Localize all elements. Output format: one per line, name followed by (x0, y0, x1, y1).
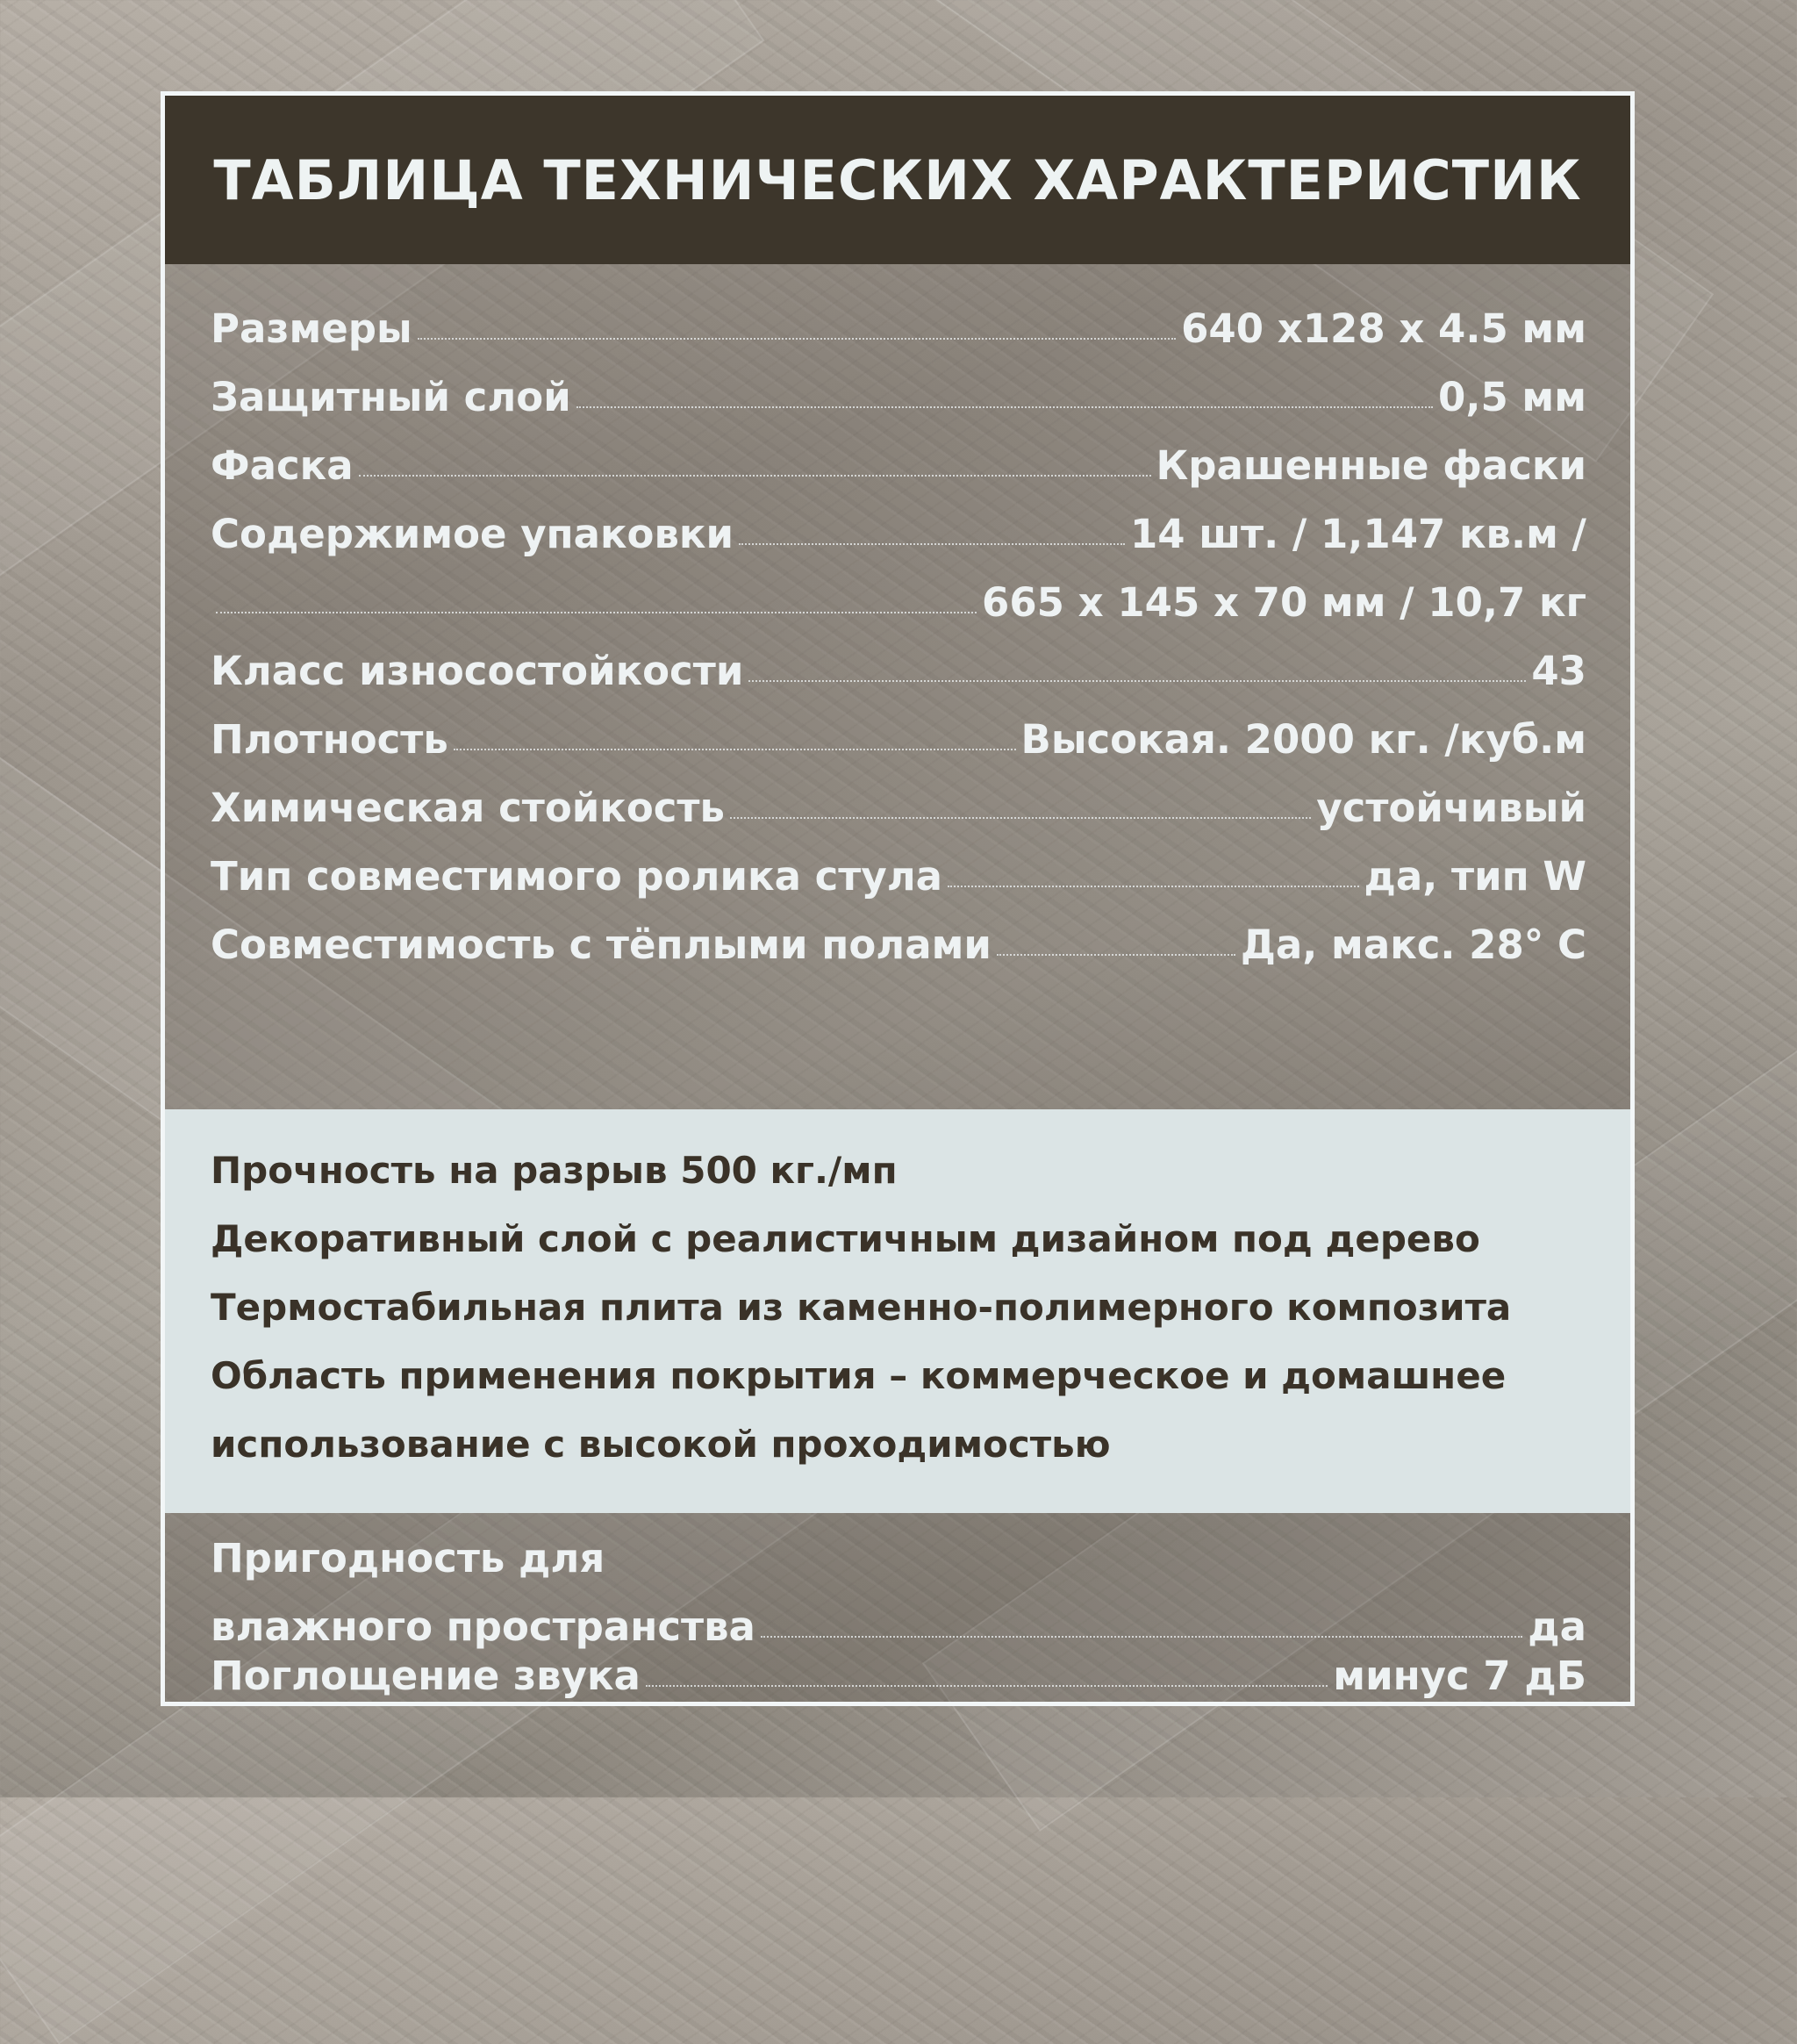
feature-line: Область применения покрытия – коммерческое и домашнее (211, 1354, 1507, 1397)
spec-row (211, 420, 1586, 489)
feature-line: Декоративный слой с реалистичным дизайном под дерево (211, 1217, 1480, 1260)
spec-row (211, 763, 1586, 831)
spec-value: Высокая. 2000 кг. /куб.м (1020, 716, 1586, 763)
spec-row (211, 1513, 1586, 1581)
feature-line: Прочность на разрыв 500 кг./мп (211, 1149, 898, 1192)
spec-label: влажного пространства (211, 1603, 755, 1650)
spec-row (211, 489, 1586, 557)
spec-row (211, 831, 1586, 900)
spec-label: Поглощение звука (211, 1653, 641, 1699)
spec-table (165, 264, 1630, 1109)
spec-row (211, 352, 1586, 420)
dot-leader (948, 886, 1358, 887)
page-title: ТАБЛИЦА ТЕХНИЧЕСКИХ ХАРАКТЕРИСТИК (165, 96, 1630, 264)
extra-specs (165, 1513, 1630, 1702)
spec-value: Да, макс. 28° С (1240, 922, 1586, 968)
dot-leader (454, 749, 1016, 750)
spec-row (211, 1650, 1586, 1699)
feature-line: Термостабильная плита из каменно-полимерного композита (211, 1286, 1512, 1329)
spec-row (211, 626, 1586, 694)
spec-value: минус 7 дБ (1333, 1653, 1586, 1699)
spec-value: 43 (1531, 648, 1586, 694)
dot-leader (730, 817, 1311, 819)
spec-value: 665 x 145 x 70 мм / 10,7 кг (982, 579, 1586, 626)
spec-value: да, тип W (1364, 853, 1586, 900)
spec-value: да (1528, 1603, 1586, 1650)
spec-label: Содержимое упаковки (211, 511, 734, 557)
dot-leader (646, 1685, 1328, 1687)
dot-leader (576, 406, 1433, 408)
dot-leader (359, 475, 1151, 477)
dot-leader (748, 680, 1526, 682)
spec-value: устойчивый (1316, 785, 1586, 831)
spec-label: Тип совместимого ролика стула (211, 853, 943, 900)
spec-row (211, 283, 1586, 352)
dot-leader (216, 612, 977, 613)
dot-leader (761, 1636, 1522, 1638)
spec-value: 0,5 мм (1438, 374, 1586, 420)
features-panel (165, 1109, 1630, 1513)
spec-row (211, 694, 1586, 763)
spec-row (211, 557, 1586, 626)
spec-label: Плотность (211, 716, 448, 763)
spec-card (161, 91, 1635, 1706)
spec-label: Пригодность для (211, 1535, 605, 1581)
dot-leader (997, 954, 1235, 956)
dot-leader (739, 543, 1125, 545)
spec-label: Класс износостойкости (211, 648, 744, 694)
spec-label: Размеры (211, 305, 412, 352)
dot-leader (418, 338, 1176, 340)
spec-label: Химическая стойкость (211, 785, 725, 831)
spec-row (211, 900, 1586, 968)
spec-label: Фаска (211, 442, 354, 489)
spec-value: 640 x128 x 4.5 мм (1181, 305, 1586, 352)
spec-value: 14 шт. / 1,147 кв.м / (1129, 511, 1586, 557)
spec-row (211, 1581, 1586, 1650)
spec-label: Защитный слой (211, 374, 571, 420)
spec-label: Совместимость с тёплыми полами (211, 922, 992, 968)
spec-value: Крашенные фаски (1156, 442, 1586, 489)
feature-line: использование с высокой проходимостью (211, 1423, 1111, 1466)
